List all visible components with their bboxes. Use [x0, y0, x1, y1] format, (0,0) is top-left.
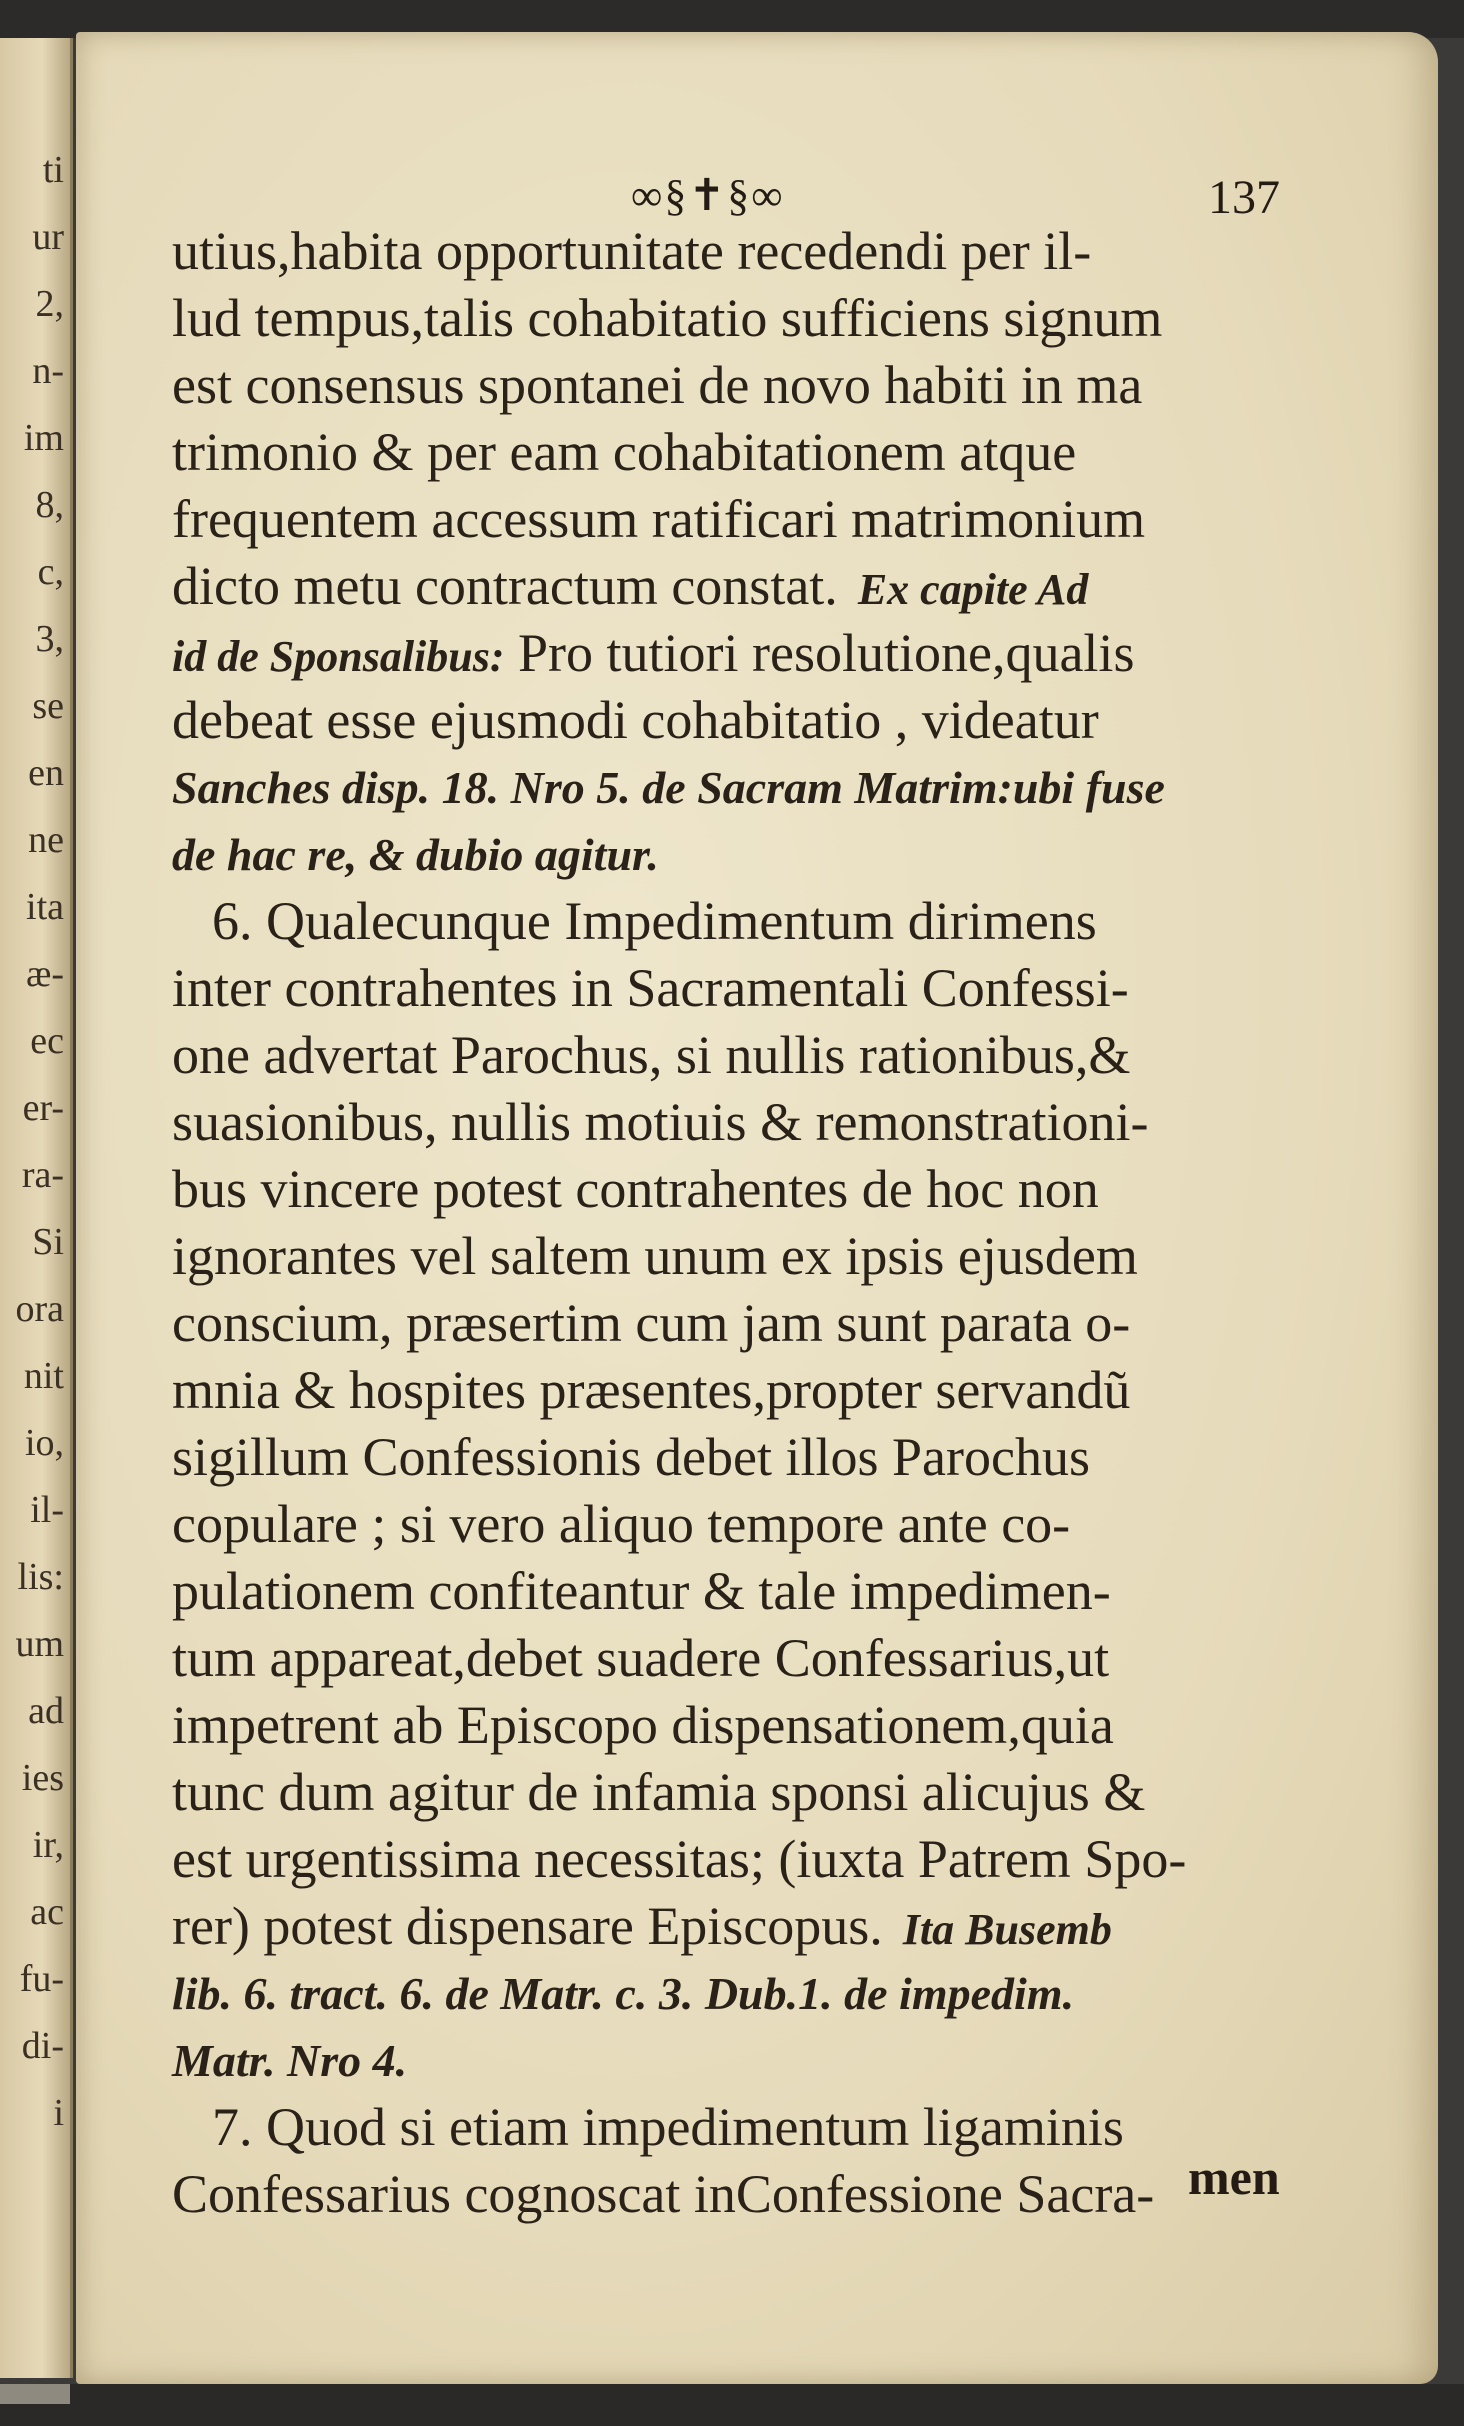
margin-fragment: 2,	[35, 283, 64, 325]
body-text	[172, 218, 1352, 2228]
page-header	[76, 140, 1438, 224]
text-line: ignorantes vel saltem unum ex ipsis ejusdem	[172, 1226, 1138, 1286]
margin-fragment: n-	[32, 350, 64, 392]
citation-run: id de Sponsalibus:	[172, 632, 505, 681]
text-line: pulationem confiteantur & tale impedimen-	[172, 1561, 1111, 1621]
text-line	[172, 553, 1352, 620]
text-line: tum appareat,debet suadere Confessarius,ut	[172, 1628, 1110, 1688]
text-run: dicto metu contractum constat.	[172, 556, 838, 616]
text-line: conscium, præsertim cum jam sunt parata o-	[172, 1293, 1131, 1353]
book-page	[76, 32, 1438, 2384]
text-line: tunc dum agitur de infamia sponsi alicujus &	[172, 1762, 1146, 1822]
margin-fragment: ora	[15, 1288, 64, 1330]
text-line: lud tempus,talis cohabitatio sufficiens signum	[172, 288, 1163, 348]
margin-fragment: ir,	[32, 1824, 64, 1866]
margin-fragment: il-	[30, 1489, 64, 1531]
text-line: Confessarius cognoscat inConfessione Sacra-	[172, 2164, 1155, 2224]
margin-fragment: ad	[28, 1690, 64, 1732]
citation-run: Ita Busemb	[902, 1905, 1112, 1954]
text-line: suasionibus, nullis motiuis & remonstrationi-	[172, 1092, 1149, 1152]
text-line: inter contrahentes in Sacramentali Confessi-	[172, 958, 1129, 1018]
catchword: men	[1188, 2149, 1280, 2205]
margin-fragment: lis:	[17, 1556, 64, 1598]
text-line: utius,habita opportunitate recedendi per il-	[172, 221, 1092, 281]
margin-fragment: di-	[21, 2025, 64, 2067]
previous-page-edge	[0, 38, 73, 2378]
citation-run: Ex capite Ad	[857, 565, 1089, 614]
margin-fragment: um	[15, 1623, 64, 1665]
margin-fragment: æ-	[26, 953, 64, 995]
margin-fragment: fu-	[19, 1958, 64, 2000]
margin-fragment: en	[28, 752, 64, 794]
margin-fragment: ac	[30, 1891, 64, 1933]
margin-fragment: ita	[26, 886, 64, 928]
text-line: de hac re, & dubio agitur.	[172, 829, 659, 880]
text-line: 6. Qualecunque Impedimentum dirimens	[212, 891, 1097, 951]
margin-fragment: ra-	[21, 1154, 64, 1196]
text-line: est urgentissima necessitas; (iuxta Patrem Spo-	[172, 1829, 1187, 1889]
margin-fragment: se	[32, 685, 64, 727]
margin-fragment: i	[53, 2092, 64, 2134]
text-line: sigillum Confessionis debet illos Parochus	[172, 1427, 1090, 1487]
text-line: Matr. Nro 4.	[172, 2035, 408, 2086]
text-line: Sanches disp. 18. Nro 5. de Sacram Matrim:ubi fuse	[172, 762, 1165, 813]
header-ornament: ∞§✝§∞	[631, 171, 785, 220]
text-line: copulare ; si vero aliquo tempore ante co-	[172, 1494, 1071, 1554]
margin-fragment: Si	[32, 1221, 64, 1263]
text-run: rer) potest dispensare Episcopus.	[172, 1896, 883, 1956]
margin-fragment: 3,	[35, 618, 64, 660]
text-line: one advertat Parochus, si nullis rationibus,&	[172, 1025, 1131, 1085]
margin-fragment: ies	[21, 1757, 64, 1799]
page-number: 137	[1208, 171, 1280, 224]
margin-fragment: ec	[30, 1020, 64, 1062]
margin-fragment: ne	[28, 819, 64, 861]
margin-fragment: ti	[42, 149, 64, 191]
margin-fragment: er-	[22, 1087, 64, 1129]
bottom-frame	[0, 2384, 1464, 2426]
text-line: 7. Quod si etiam impedimentum ligaminis	[212, 2097, 1124, 2157]
margin-fragment: 8,	[35, 484, 64, 526]
text-line: trimonio & per eam cohabitationem atque	[172, 422, 1077, 482]
margin-fragment: im	[23, 417, 64, 459]
text-line: lib. 6. tract. 6. de Matr. c. 3. Dub.1. de impedim.	[172, 1968, 1075, 2019]
text-line	[172, 1893, 1352, 1960]
text-line: est consensus spontanei de novo habiti in ma	[172, 355, 1143, 415]
text-line: frequentem accessum ratificari matrimonium	[172, 489, 1146, 549]
text-line	[172, 620, 1352, 687]
text-line: debeat esse ejusmodi cohabitatio , videatur	[172, 690, 1099, 750]
text-line: impetrent ab Episcopo dispensationem,quia	[172, 1695, 1114, 1755]
text-line: bus vincere potest contrahentes de hoc non	[172, 1159, 1099, 1219]
text-line: mnia & hospites præsentes,propter servandũ	[172, 1360, 1131, 1420]
margin-fragment: nit	[23, 1355, 64, 1397]
margin-fragment: c,	[37, 551, 64, 593]
margin-fragment: io,	[24, 1422, 64, 1464]
text-run: Pro tutiori resolutione,qualis	[504, 623, 1135, 683]
margin-fragment: ur	[32, 216, 64, 258]
